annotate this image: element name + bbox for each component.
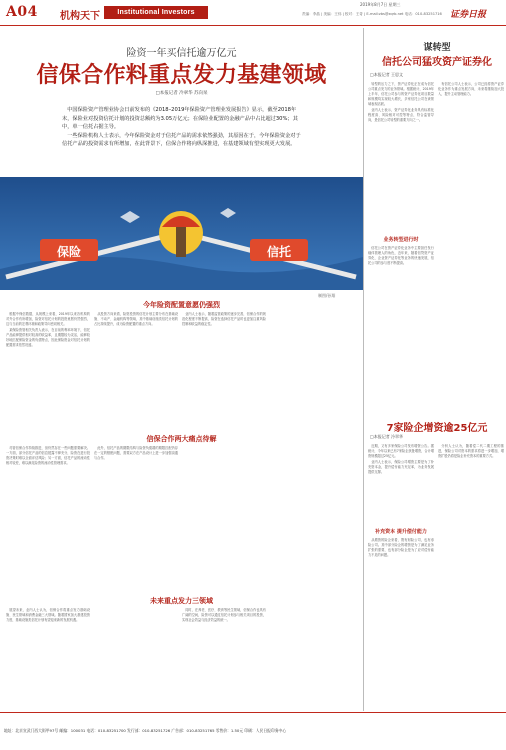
body-paragraph: 从增资的险企来看，既有财险公司，也有寿险公司。其中部分险企的增资是为了满足业务扩张的需要，也有部分险企是为了应对偿付能力不足的问题。 xyxy=(368,538,434,557)
body-column xyxy=(182,312,266,430)
main-lead xyxy=(62,106,304,149)
right-byline: □本报记者 王思文 xyxy=(370,72,404,77)
body-column xyxy=(182,608,266,708)
body-paragraph: 业内人士表示，随着监管政策的逐步完善，信保合作的规范化程度不断提高，险资在选择信托产品时也更加注重风险控制和收益的稳定性。 xyxy=(182,312,266,326)
body-column xyxy=(368,444,434,524)
right-kicker: 谋转型 xyxy=(423,43,451,53)
subsection-title: 补充资本 提升偿付能力 xyxy=(375,529,427,535)
subsection-title: 业务转型进行时 xyxy=(383,237,419,243)
body-column xyxy=(94,312,178,430)
body-paragraph: 尽管信保合作持续推进，但仍然存在一些问题需要解决。一方面，部分信托产品的信息披露不够充分，险资在进行投资决策时难以全面评估风险；另一方面，信托产品的流动性相对较差，难以满足险资的流动性管理需求。 xyxy=(6,446,90,465)
dateline: 2019年8月7日 星期三 xyxy=(360,2,401,7)
lead-paragraph: 一些保险机构人士表示，今年保险资金对于信托产品的需求依然强劲，其原因在于，今年保险资金对于信托产品的投资需求有所增加，在此背景下，信保合作将向纵深推进，在基建领域有望实现更大发展。 xyxy=(62,132,301,147)
right-headline: 信托公司猛攻资产证券化 xyxy=(382,57,492,68)
right-headline-2: 7家险企增资逾25亿元 xyxy=(386,423,488,434)
illustration-label-insurance: 保险 xyxy=(56,245,81,259)
insurance-trust-illustration xyxy=(0,177,363,290)
section-title: 信保合作两大痛点待解 xyxy=(146,435,217,443)
lead-paragraph: 中国保险资产管理业协会日前发布的《2018–2019年保险资产管理业发展报告》显示，截至2018年末，保险业对投资信托计划的投资总额约为3.05万亿元；在保险业配置的金融产品中占比超过30%；其中，单一信托占据主导。 xyxy=(62,107,298,130)
body-column xyxy=(368,246,434,411)
body-paragraph: 从投资方向来看，险资投资的信托计划主要分布在基础设施、不动产、金融机构等领域，其中基础设施类信托计划的占比持续提升，成为险资配置的重点方向。 xyxy=(94,312,178,326)
editor-line: 责编：李晶 | 美编：王伟 | 校对：王奇 | E-mail:zbs@zqrb.net 电话：010-83251716 xyxy=(302,12,442,16)
body-paragraph: 转型的压力之下，资产证券化正在成为信托公司重点发力的业务领域。根据统计，2019年上半年，信托公司参与的资产证券化项目数量和规模均实现较大增长，多家信托公司在该领域表现活跃。 xyxy=(368,82,434,106)
body-column xyxy=(6,608,90,708)
body-column xyxy=(438,444,504,708)
body-paragraph: 近期，又有多家保险公司发布增资公告。据统计，今年以来已有7家险企获批增资，合计增资规模超过25亿元。 xyxy=(368,444,434,458)
footer-info: 地址：北京宣武门西大街甲97号 邮编：100031 电话：010-83251700 发行部：010-83251726 广告部：010-83251765 零售价：1.50元 印刷：人民日报印务中心 xyxy=(4,728,287,733)
section-title: 未来重点发力三领域 xyxy=(150,597,213,605)
image-credit: 制图/孙翔 xyxy=(318,293,336,298)
page-number: A04 xyxy=(6,4,38,20)
body-paragraph: 展望未来，业内人士认为，信保合作将重点发力基础设施、民生领域和消费金融三大领域。随着国家加大基建投资力度，基础设施类信托计划有望迎来新的发展机遇。 xyxy=(6,608,90,622)
body-paragraph: 信托公司在资产证券化业务中主要担任发行载体管理人的角色，近年来，随着信贷资产证券化、企业资产证券化等业务的快速发展，信托公司的参与度不断提高。 xyxy=(368,246,434,265)
section-name-en: Institutional Investors xyxy=(104,6,208,19)
body-paragraph: 业内人士表示，保险公司增资主要是为了补充资本金，提升偿付能力充足率，为业务发展提供支撑。 xyxy=(368,459,434,474)
body-paragraph: 此外，信托产品的期限结构与险资负债端的期限匹配仍存在一定的错配问题，需要双方在产品设计上进一步加强沟通与合作。 xyxy=(94,446,178,460)
body-paragraph: 分析人士认为，随着偿二代二期工程的推进，保险公司对资本的需求将进一步增加，增资扩股仍将是险企补充资本的重要方式。 xyxy=(438,444,504,458)
main-headline: 信保合作料重点发力基建领域 xyxy=(36,63,327,88)
newspaper-logo: 证券日报 xyxy=(450,10,487,20)
body-column xyxy=(6,312,90,430)
main-byline: □本报记者 冷翠华 苏向杲 xyxy=(155,91,208,96)
body-paragraph: 同时，在养老、医疗、教育等民生领域，信保合作也具有广阔的空间，险资可以通过信托计划参与相关项目的投资，实现社会效益与经济效益的统一。 xyxy=(182,608,266,622)
body-column xyxy=(94,446,178,591)
body-paragraph: 业内人士表示，资产证券化业务具有标准化程度高、风险相对可控等特点，符合监管导向，是信托公司转型的重要方向之一。 xyxy=(368,107,434,122)
main-kicker: 险资一年买信托逾万亿元 xyxy=(126,48,237,59)
section-name: 机构天下 xyxy=(60,11,100,22)
body-paragraph: 有信托公司人士表示，公司已经将资产证券化业务作为重点发展方向，未来将继续加大投入，提升主动管理能力。 xyxy=(438,82,504,96)
body-column xyxy=(368,538,434,708)
body-column xyxy=(6,446,90,591)
body-paragraph: 根据中保信数据，从规模上来看，2019年以来各机构的对外合作有所增加，险资对信托计划的投资意愿仍然强烈，这与当前的宏观环境和政策导向密切相关。 xyxy=(6,312,90,326)
body-paragraph: 某保险资管相关负责人表示，在目前的利率环境下，信托产品能够提供相对较高的收益率，且期限较为灵活，能够较好地匹配保险资金的负债特点，因此保险资金对信托计划的配置需求依然旺盛。 xyxy=(6,327,90,347)
right-byline-2: □本报记者 冷翠华 xyxy=(370,434,404,439)
column-divider xyxy=(363,28,364,711)
body-column xyxy=(438,82,504,411)
section-title: 今年险资配置意愿仍强烈 xyxy=(143,301,220,309)
body-column xyxy=(368,82,434,232)
illustration xyxy=(0,177,363,290)
illustration-label-trust: 信托 xyxy=(266,245,291,259)
